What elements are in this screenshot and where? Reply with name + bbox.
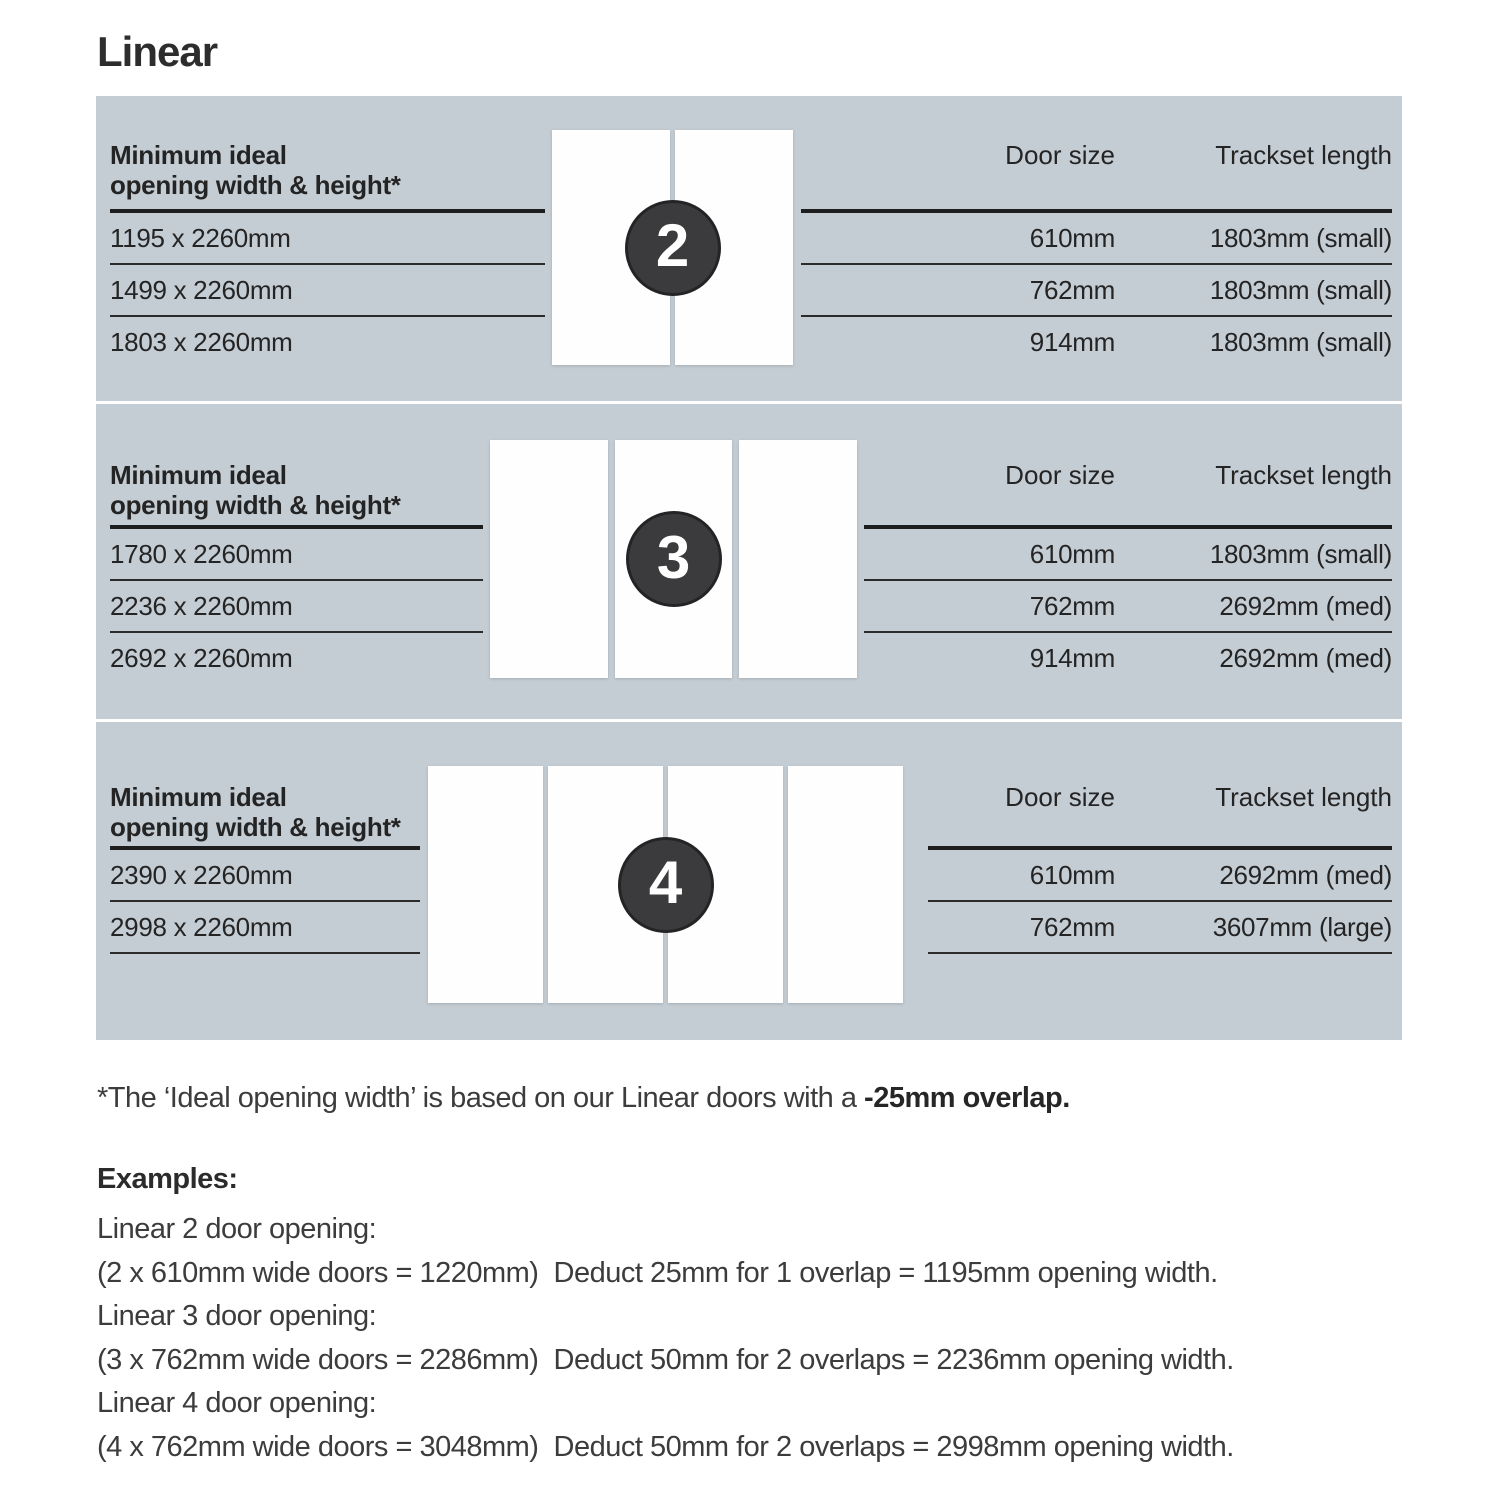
door-size-row [864, 529, 1392, 581]
trackset-value: 1803mm (small) [1209, 539, 1392, 569]
trackset-value: 2692mm (med) [1219, 643, 1392, 673]
door-size-header: Door size [1005, 140, 1115, 170]
footnote-text: *The ‘Ideal opening width’ is based on our Linear doors with a [97, 1082, 865, 1114]
door-diagram-3 [490, 440, 857, 678]
door-size-value: 762mm [1029, 912, 1115, 942]
trackset-value: 1803mm (small) [1209, 275, 1392, 305]
door-panel [739, 440, 857, 678]
door-size-value: 610mm [1029, 539, 1115, 569]
opening-header-line2: opening width & height* [110, 812, 401, 842]
examples-heading: Examples: [97, 1163, 238, 1195]
section-linear-2-door [96, 96, 1402, 401]
door-size-value: 610mm [1029, 223, 1115, 253]
trackset-value: 2692mm (med) [1219, 591, 1392, 621]
door-size-value: 914mm [1029, 643, 1115, 673]
door-panel [788, 766, 903, 1003]
opening-row: 2236 x 2260mm [110, 581, 483, 633]
spec-panel [96, 96, 1402, 1040]
opening-header-line2: opening width & height* [110, 490, 401, 520]
examples-list [97, 1208, 1234, 1469]
trackset-value: 2692mm (med) [1219, 860, 1392, 890]
door-panel [490, 440, 608, 678]
opening-size-table-3door [110, 404, 483, 719]
door-size-value: 762mm [1029, 591, 1115, 621]
trackset-header: Trackset length [1215, 460, 1392, 490]
opening-table-header [110, 96, 545, 213]
opening-header-line2: opening width & height* [110, 170, 401, 200]
door-diagram-4 [428, 766, 903, 1003]
door-size-row [801, 317, 1392, 369]
door-size-value: 762mm [1029, 275, 1115, 305]
page-title: Linear [97, 28, 218, 75]
opening-header-line1: Minimum ideal [110, 140, 287, 170]
example-line: Linear 3 door opening: [97, 1300, 377, 1332]
trackset-header: Trackset length [1215, 782, 1392, 812]
door-count-badge: 4 [618, 837, 714, 933]
footnote [97, 1082, 1070, 1115]
door-size-header: Door size [1005, 782, 1115, 812]
door-size-table-4door [928, 722, 1392, 1040]
opening-header-line1: Minimum ideal [110, 782, 287, 812]
opening-row: 1195 x 2260mm [110, 213, 545, 265]
section-linear-3-door [96, 401, 1402, 719]
example-line: (3 x 762mm wide doors = 2286mm) Deduct 50mm for 2 overlaps = 2236mm opening width. [97, 1343, 1234, 1376]
door-size-header: Door size [1005, 460, 1115, 490]
example-line: (2 x 610mm wide doors = 1220mm) Deduct 25mm for 1 overlap = 1195mm opening width. [97, 1256, 1218, 1289]
example-line: (4 x 762mm wide doors = 3048mm) Deduct 50mm for 2 overlaps = 2998mm opening width. [97, 1430, 1234, 1463]
door-size-row [801, 213, 1392, 265]
door-size-table-3door [864, 404, 1392, 719]
opening-row: 1499 x 2260mm [110, 265, 545, 317]
door-table-header [864, 404, 1392, 529]
door-table-header [801, 96, 1392, 213]
door-table-header [928, 722, 1392, 850]
door-size-row [801, 265, 1392, 317]
door-size-table-2door [801, 96, 1392, 401]
trackset-value: 1803mm (small) [1209, 223, 1392, 253]
opening-header-line1: Minimum ideal [110, 460, 287, 490]
door-size-row [864, 581, 1392, 633]
opening-size-table-2door [110, 96, 545, 401]
opening-row: 1803 x 2260mm [110, 327, 293, 357]
opening-size-table-4door [110, 722, 420, 1040]
door-size-value: 914mm [1029, 327, 1115, 357]
section-linear-4-door [96, 719, 1402, 1040]
footnote-bold-text: -25mm overlap. [864, 1082, 1070, 1114]
door-size-row [928, 850, 1392, 902]
door-count-badge: 2 [625, 200, 721, 296]
example-line: Linear 4 door opening: [97, 1387, 377, 1419]
door-panel [428, 766, 543, 1003]
door-diagram-2 [552, 130, 793, 365]
example-line: Linear 2 door opening: [97, 1213, 377, 1245]
opening-row: 2692 x 2260mm [110, 643, 293, 673]
opening-table-header [110, 722, 420, 850]
opening-row: 1780 x 2260mm [110, 529, 483, 581]
trackset-header: Trackset length [1215, 140, 1392, 170]
opening-table-header [110, 404, 483, 529]
trackset-value: 3607mm (large) [1212, 912, 1392, 942]
door-size-value: 610mm [1029, 860, 1115, 890]
opening-row: 2998 x 2260mm [110, 902, 420, 954]
door-size-row [864, 633, 1392, 685]
opening-row: 2390 x 2260mm [110, 850, 420, 902]
door-count-badge: 3 [626, 511, 722, 607]
trackset-value: 1803mm (small) [1209, 327, 1392, 357]
door-size-row [928, 902, 1392, 954]
